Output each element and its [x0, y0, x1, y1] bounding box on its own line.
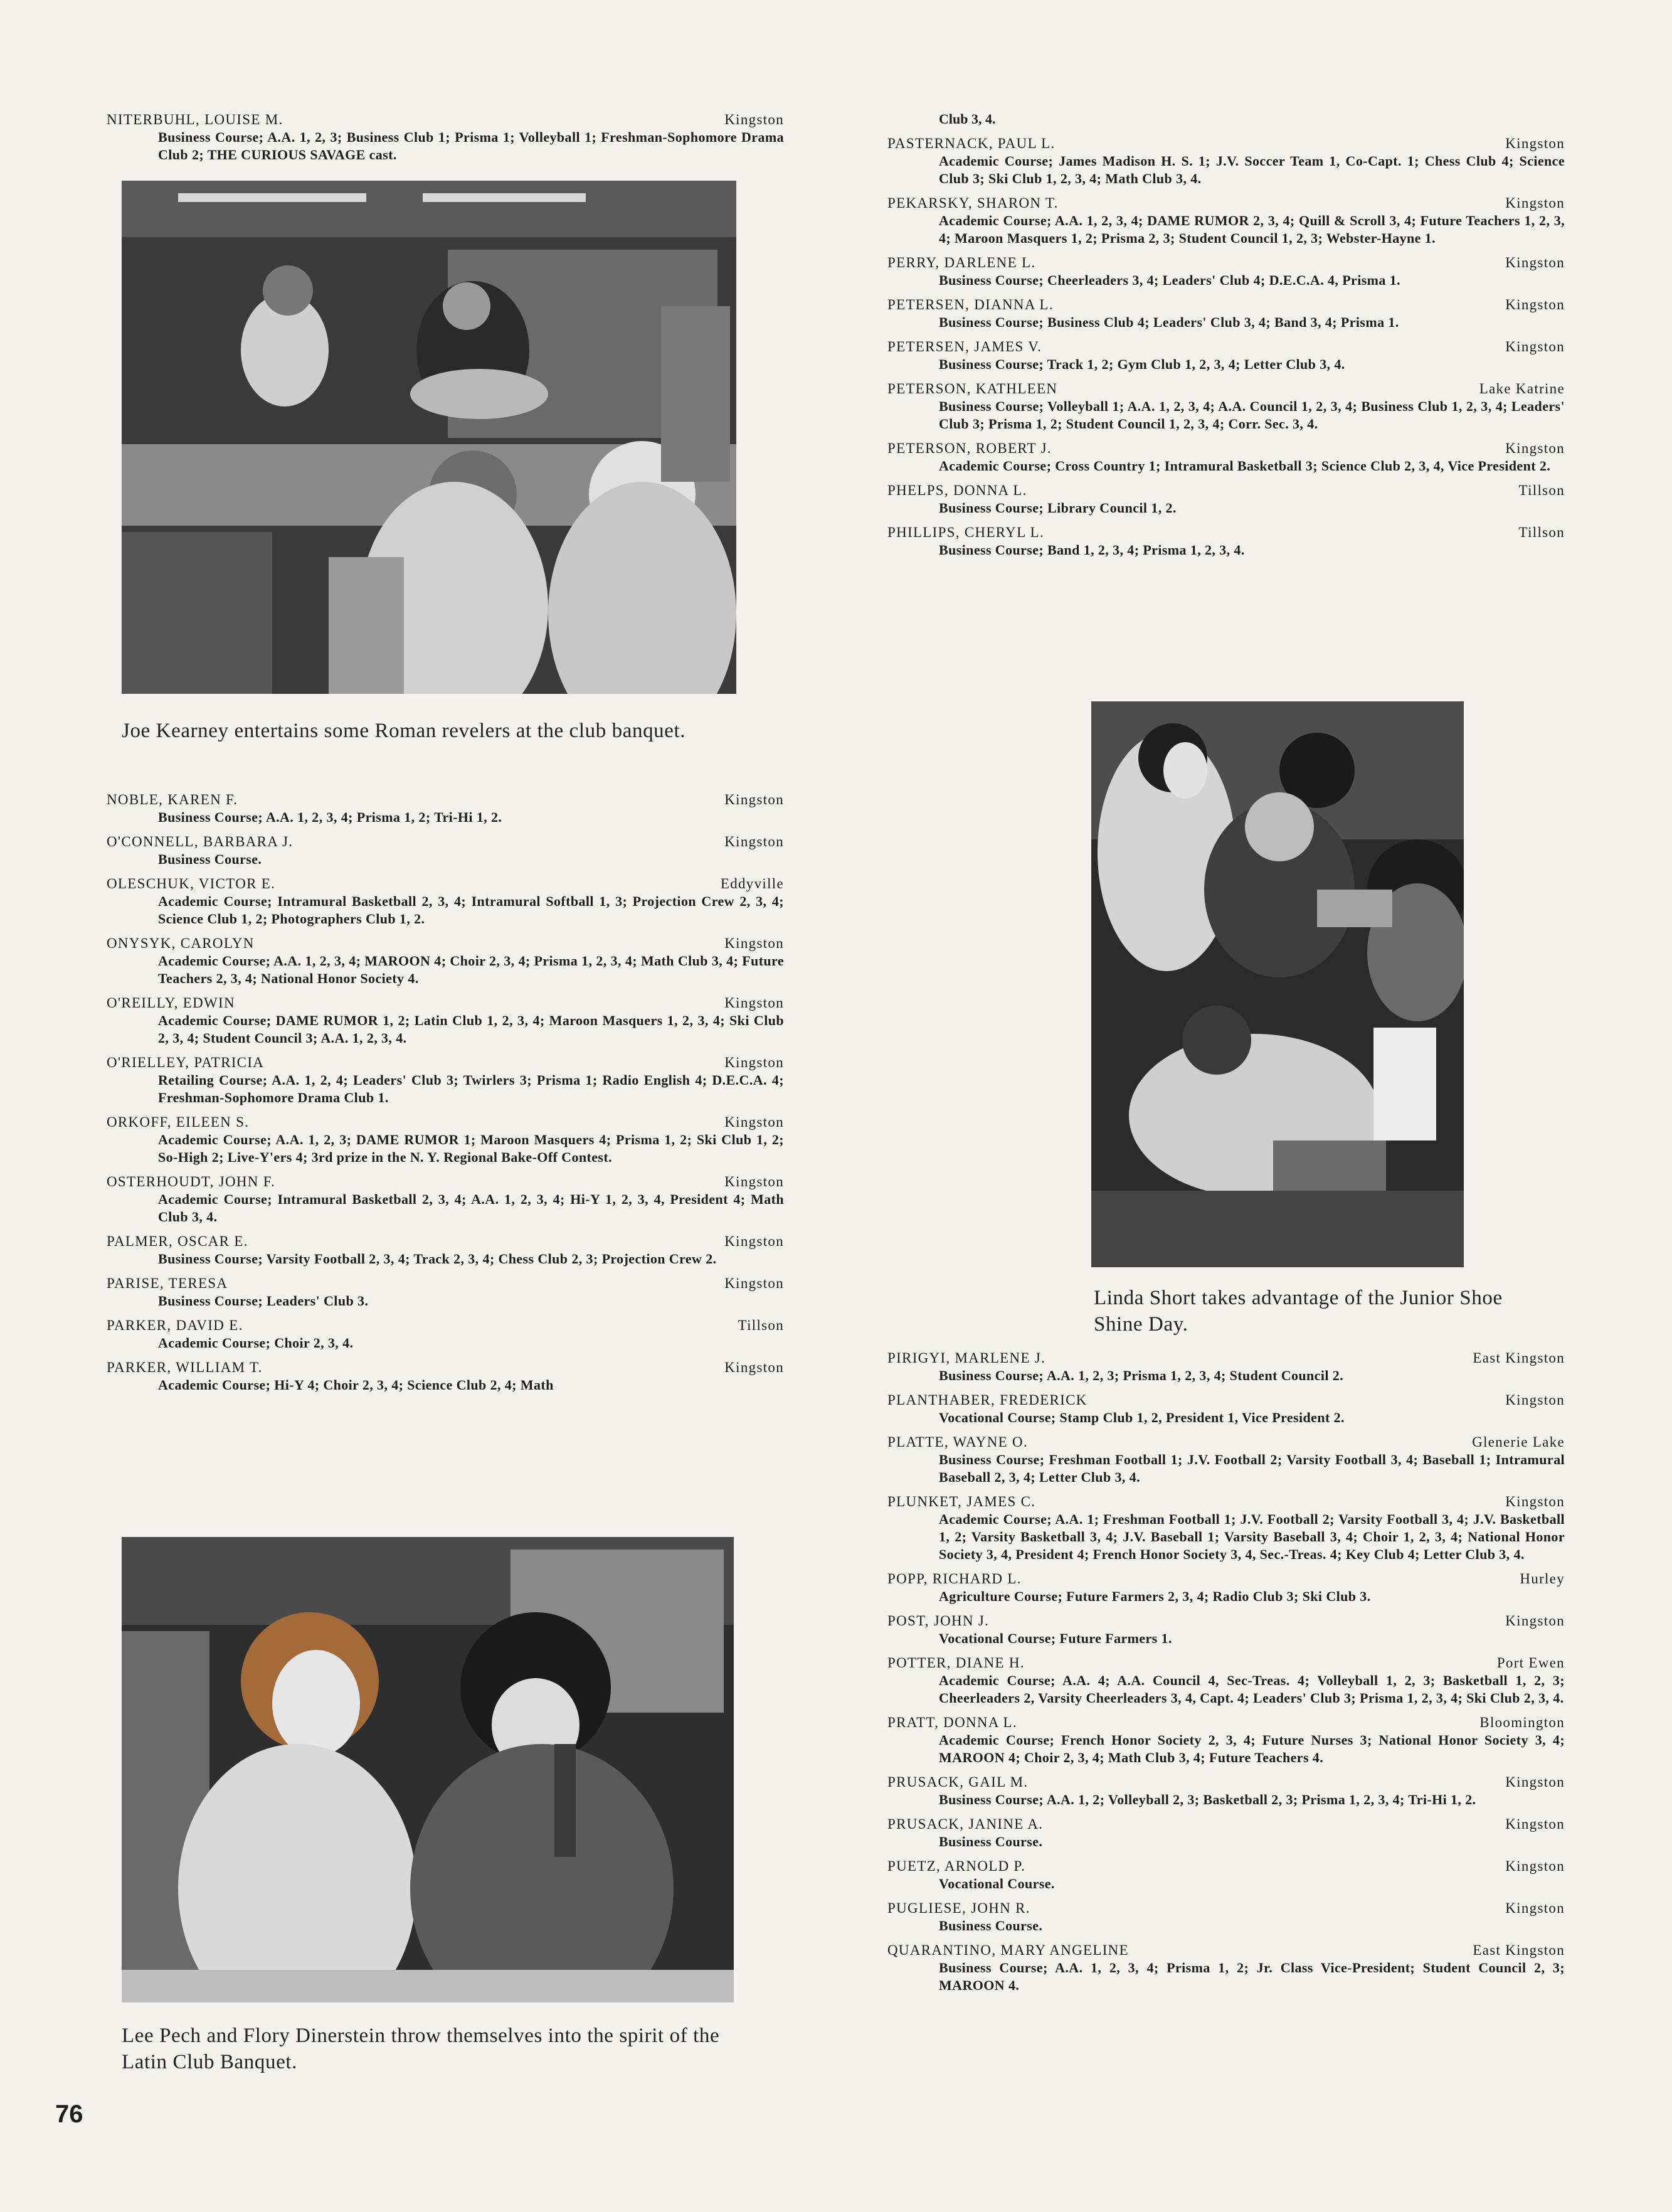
- student-name: PHILLIPS, CHERYL L.: [887, 524, 1045, 540]
- student-town: Tillson: [738, 1317, 784, 1333]
- student-town: Kingston: [1505, 297, 1565, 312]
- student-name: NOBLE, KAREN F.: [107, 792, 238, 807]
- student-town: Tillson: [1518, 482, 1565, 498]
- student-entry: [107, 1274, 784, 1310]
- student-name: PIRIGYI, MARLENE J.: [887, 1350, 1046, 1366]
- student-name: POPP, RICHARD L.: [887, 1571, 1022, 1587]
- photo-caption: Lee Pech and Flory Dinerstein throw themselves into the spirit of the Latin Club Banquet.: [122, 2024, 720, 2073]
- photo-latin-club-banquet-image: [122, 1537, 734, 2002]
- student-activities: Business Course; A.A. 1, 2; Volleyball 2, 3; Basketball 2, 3; Prisma 1, 2, 3, 4; Tri-Hi 1, 2.: [939, 1792, 1476, 1807]
- student-entry: [107, 1358, 784, 1394]
- student-entry: [887, 1349, 1565, 1385]
- student-name: PERRY, DARLENE L.: [887, 255, 1036, 270]
- student-entry: [887, 1433, 1565, 1486]
- student-activities: Academic Course; Choir 2, 3, 4.: [158, 1335, 354, 1351]
- student-activities: Business Course.: [939, 1918, 1043, 1933]
- student-town: Kingston: [724, 1359, 784, 1375]
- student-name: PETERSEN, DIANNA L.: [887, 297, 1054, 312]
- student-name: PARKER, DAVID E.: [107, 1317, 243, 1333]
- student-entry: [887, 1941, 1565, 1994]
- student-town: Bloomington: [1479, 1715, 1565, 1730]
- student-activities: Academic Course; DAME RUMOR 1, 2; Latin Club 1, 2, 3, 4; Maroon Masquers 1, 2, 3, 4; Ski Club 2, 3, 4; Student Council 3; A.A. 1, 2, 3, 4.: [158, 1013, 784, 1046]
- student-town: East Kingston: [1473, 1350, 1565, 1366]
- student-town: Kingston: [1505, 195, 1565, 211]
- student-activities: Academic Course; French Honor Society 2, 3, 4; Future Nurses 3; National Honor Society 3, 4; MAROON 4; Choir 2, 3, 4; Math Club 3, 4; Future Teachers 4.: [939, 1732, 1565, 1765]
- student-activities: Academic Course; Hi-Y 4; Choir 2, 3, 4; Science Club 2, 4; Math: [158, 1377, 554, 1393]
- student-name: PLATTE, WAYNE O.: [887, 1434, 1028, 1450]
- student-entry: [887, 380, 1565, 433]
- student-name: NITERBUHL, LOUISE M.: [107, 112, 283, 127]
- student-name: PUGLIESE, JOHN R.: [887, 1900, 1030, 1916]
- continuation-text: Club 3, 4.: [939, 111, 996, 127]
- student-entry: [107, 1113, 784, 1166]
- student-activities: Business Course; Band 1, 2, 3, 4; Prisma 1, 2, 3, 4.: [939, 542, 1245, 558]
- student-town: Hurley: [1520, 1571, 1565, 1587]
- student-entry: [887, 523, 1565, 559]
- page-number: 76: [55, 2100, 83, 2128]
- student-town: Kingston: [724, 1275, 784, 1291]
- student-town: Kingston: [1505, 136, 1565, 151]
- student-town: Lake Katrine: [1479, 381, 1565, 396]
- student-activities: Vocational Course; Stamp Club 1, 2, President 1, Vice President 2.: [939, 1410, 1345, 1425]
- student-entry: [107, 832, 784, 868]
- student-entry: [887, 134, 1565, 188]
- student-name: ONYSYK, CAROLYN: [107, 935, 255, 951]
- student-activities: Academic Course; A.A. 1; Freshman Football 1; J.V. Football 2; Varsity Football 3, 4; J.V. Basketball 1, 2; Varsity Basketball 3, 4; J.V. Baseball 1; Varsity Baseball 3, 4; Choir 1, 2, 3, 4; National Honor Society 3, 4, President 4; French Honor Society 3, 4, Sec.-Treas. 4; Key Club 4; Letter Club 3, 4.: [939, 1511, 1565, 1562]
- student-activities: Business Course; A.A. 1, 2, 3, 4; Prisma 1, 2; Tri-Hi 1, 2.: [158, 809, 502, 825]
- student-town: Kingston: [724, 1114, 784, 1130]
- student-entry: [107, 934, 784, 987]
- student-town: Kingston: [724, 935, 784, 951]
- student-activities: Academic Course; Cross Country 1; Intramural Basketball 3; Science Club 2, 3, 4, Vice President 2.: [939, 458, 1551, 474]
- student-entry: [887, 1713, 1565, 1767]
- student-town: Kingston: [1505, 440, 1565, 456]
- student-entry: [107, 1053, 784, 1107]
- left-column-top: [107, 110, 784, 170]
- student-entry: [887, 1857, 1565, 1893]
- student-name: PRATT, DONNA L.: [887, 1715, 1017, 1730]
- student-entry: [107, 790, 784, 826]
- student-activities: Business Course.: [158, 851, 262, 867]
- student-entry: [107, 875, 784, 928]
- student-activities: Business Course; Leaders' Club 3.: [158, 1293, 369, 1309]
- student-entry: [887, 194, 1565, 247]
- student-name: PARKER, WILLIAM T.: [107, 1359, 263, 1375]
- photo-club-banquet-image: [122, 181, 736, 694]
- student-name: PUETZ, ARNOLD P.: [887, 1858, 1026, 1874]
- student-entry: [107, 994, 784, 1047]
- student-town: Kingston: [724, 112, 784, 127]
- student-activities: Business Course; Volleyball 1; A.A. 1, 2, 3, 4; A.A. Council 1, 2, 3, 4; Business Club 1, 2, 3, 4; Leaders' Club 3; Prisma 1, 2; Student Council 1, 2, 3, 4; Corr. Sec. 3, 4.: [939, 398, 1565, 432]
- photo-shoe-shine-day: [1091, 701, 1464, 1267]
- student-name: POTTER, DIANE H.: [887, 1655, 1025, 1671]
- student-name: PRUSACK, GAIL M.: [887, 1774, 1029, 1790]
- student-town: Kingston: [724, 1055, 784, 1070]
- student-name: O'REILLY, EDWIN: [107, 995, 235, 1011]
- student-town: Tillson: [1518, 524, 1565, 540]
- student-name: PRUSACK, JANINE A.: [887, 1816, 1044, 1832]
- right-column-bottom: [887, 1349, 1565, 2001]
- student-town: Kingston: [724, 834, 784, 849]
- student-activities: Retailing Course; A.A. 1, 2, 4; Leaders' Club 3; Twirlers 3; Prisma 1; Radio English 4; D.E.C.A. 4; Freshman-Sophomore Drama Club 1.: [158, 1072, 784, 1105]
- student-town: Kingston: [1505, 1858, 1565, 1874]
- student-name: PETERSON, ROBERT J.: [887, 440, 1052, 456]
- student-activities: Vocational Course.: [939, 1876, 1055, 1891]
- student-name: PASTERNACK, PAUL L.: [887, 136, 1056, 151]
- student-name: PETERSON, KATHLEEN: [887, 381, 1058, 396]
- student-activities: Business Course; Freshman Football 1; J.V. Football 2; Varsity Football 3, 4; Baseball 1; Intramural Baseball 2, 3, 4; Letter Club 3, 4.: [939, 1452, 1565, 1485]
- student-activities: Business Course; Library Council 1, 2.: [939, 500, 1177, 516]
- student-activities: Academic Course; James Madison H. S. 1; J.V. Soccer Team 1, Co-Capt. 1; Chess Club 4; Science Club 3; Ski Club 1, 2, 3, 4; Math Club 3, 4.: [939, 153, 1565, 186]
- photo-latin-club-banquet: [122, 1537, 734, 2002]
- student-entry: [887, 1815, 1565, 1851]
- right-column-top: [887, 110, 1565, 565]
- student-activities: Vocational Course; Future Farmers 1.: [939, 1630, 1172, 1646]
- student-activities: Academic Course; A.A. 1, 2, 3; DAME RUMOR 1; Maroon Masquers 4; Prisma 1, 2; Ski Club 1, 2; So-High 2; Live-Y'ers 4; 3rd prize in the N. Y. Regional Bake-Off Contest.: [158, 1132, 784, 1165]
- student-name: PALMER, OSCAR E.: [107, 1233, 248, 1249]
- student-town: Kingston: [724, 1174, 784, 1189]
- left-column-entries: [107, 790, 784, 1400]
- student-entry: [107, 1172, 784, 1226]
- student-activities: Business Course; Varsity Football 2, 3, 4; Track 2, 3, 4; Chess Club 2, 3; Projection Crew 2.: [158, 1251, 717, 1267]
- student-activities: Business Course; A.A. 1, 2, 3; Prisma 1, 2, 3, 4; Student Council 2.: [939, 1368, 1344, 1383]
- student-name: PEKARSKY, SHARON T.: [887, 195, 1059, 211]
- student-town: Kingston: [1505, 1774, 1565, 1790]
- student-activities: Academic Course; A.A. 1, 2, 3, 4; DAME RUMOR 2, 3, 4; Quill & Scroll 3, 4; Future Teachers 1, 2, 3, 4; Maroon Masquers 1, 2; Prisma 2, 3; Student Council 1, 2, 3; Webster-Hayne 1.: [939, 213, 1565, 246]
- student-activities: Agriculture Course; Future Farmers 2, 3, 4; Radio Club 3; Ski Club 3.: [939, 1588, 1371, 1604]
- photo-club-banquet: [122, 181, 736, 694]
- student-name: O'CONNELL, BARBARA J.: [107, 834, 294, 849]
- photo-caption: Linda Short takes advantage of the Junior Shoe Shine Day.: [1094, 1287, 1503, 1336]
- student-town: Eddyville: [720, 876, 784, 891]
- student-name: PETERSEN, JAMES V.: [887, 339, 1042, 354]
- student-town: Glenerie Lake: [1472, 1434, 1565, 1450]
- student-activities: Academic Course; A.A. 4; A.A. Council 4, Sec-Treas. 4; Volleyball 1, 2, 3; Basketball 1, 2, 3; Cheerleaders 2, Varsity Cheerleaders 3, 4, Capt. 4; Leaders' Club 3; Prisma 1, 2, 3, 4; Ski Club 2, 3, 4.: [939, 1672, 1565, 1706]
- student-entry: [107, 1232, 784, 1268]
- student-entry: [887, 253, 1565, 289]
- student-town: Kingston: [1505, 1494, 1565, 1509]
- student-town: Kingston: [1505, 1816, 1565, 1832]
- student-entry: [107, 110, 784, 164]
- student-town: Port Ewen: [1496, 1655, 1565, 1671]
- student-entry: [887, 1492, 1565, 1563]
- student-activities: Business Course; Track 1, 2; Gym Club 1, 2, 3, 4; Letter Club 3, 4.: [939, 356, 1345, 372]
- student-name: PLANTHABER, FREDERICK: [887, 1392, 1087, 1408]
- student-name: QUARANTINO, MARY ANGELINE: [887, 1942, 1129, 1958]
- student-town: Kingston: [1505, 339, 1565, 354]
- student-name: O'RIELLEY, PATRICIA: [107, 1055, 265, 1070]
- student-entry: [107, 1316, 784, 1352]
- student-name: OLESCHUK, VICTOR E.: [107, 876, 276, 891]
- student-entry: [887, 338, 1565, 373]
- student-entry: [887, 295, 1565, 331]
- student-activities: Business Course; Business Club 4; Leaders' Club 3, 4; Band 3, 4; Prisma 1.: [939, 314, 1399, 330]
- student-entry: [887, 481, 1565, 517]
- student-activities: Business Course.: [939, 1834, 1043, 1849]
- student-town: Kingston: [1505, 1613, 1565, 1629]
- student-entry: [887, 1773, 1565, 1809]
- student-town: Kingston: [724, 1233, 784, 1249]
- student-town: Kingston: [1505, 255, 1565, 270]
- student-town: Kingston: [724, 995, 784, 1011]
- photo-caption: Joe Kearney entertains some Roman revelers at the club banquet.: [122, 720, 686, 742]
- student-name: POST, JOHN J.: [887, 1613, 990, 1629]
- student-name: PARISE, TERESA: [107, 1275, 228, 1291]
- student-activities: Academic Course; Intramural Basketball 2, 3, 4; Intramural Softball 1, 3; Projection Crew 2, 3, 4; Science Club 1, 2; Photographers Club 1, 2.: [158, 893, 784, 927]
- photo-shoe-shine-day-image: [1091, 701, 1464, 1267]
- student-activities: Business Course; Cheerleaders 3, 4; Leaders' Club 4; D.E.C.A. 4, Prisma 1.: [939, 272, 1401, 288]
- student-activities: Business Course; A.A. 1, 2, 3; Business Club 1; Prisma 1; Volleyball 1; Freshman-Sophomore Drama Club 2; THE CURIOUS SAVAGE cast.: [158, 129, 784, 162]
- student-entry: [887, 1570, 1565, 1605]
- student-entry: [887, 1391, 1565, 1427]
- student-town: Kingston: [1505, 1900, 1565, 1916]
- student-activities: Academic Course; Intramural Basketball 2, 3, 4; A.A. 1, 2, 3, 4; Hi-Y 1, 2, 3, 4, President 4; Math Club 3, 4.: [158, 1191, 784, 1225]
- student-entry: [887, 1612, 1565, 1647]
- student-activities: Business Course; A.A. 1, 2, 3, 4; Prisma 1, 2; Jr. Class Vice-President; Student Council 2, 3; MAROON 4.: [939, 1960, 1565, 1993]
- student-entry: [887, 439, 1565, 475]
- student-name: PLUNKET, JAMES C.: [887, 1494, 1036, 1509]
- student-town: Kingston: [724, 792, 784, 807]
- student-town: Kingston: [1505, 1392, 1565, 1408]
- student-entry: [887, 1654, 1565, 1707]
- student-name: PHELPS, DONNA L.: [887, 482, 1027, 498]
- student-activities: Academic Course; A.A. 1, 2, 3, 4; MAROON 4; Choir 2, 3, 4; Prisma 1, 2, 3, 4; Math Club 3, 4; Future Teachers 2, 3, 4; National Honor Society 4.: [158, 953, 784, 986]
- student-name: OSTERHOUDT, JOHN F.: [107, 1174, 276, 1189]
- student-town: East Kingston: [1473, 1942, 1565, 1958]
- student-name: ORKOFF, EILEEN S.: [107, 1114, 250, 1130]
- student-entry: [887, 1899, 1565, 1935]
